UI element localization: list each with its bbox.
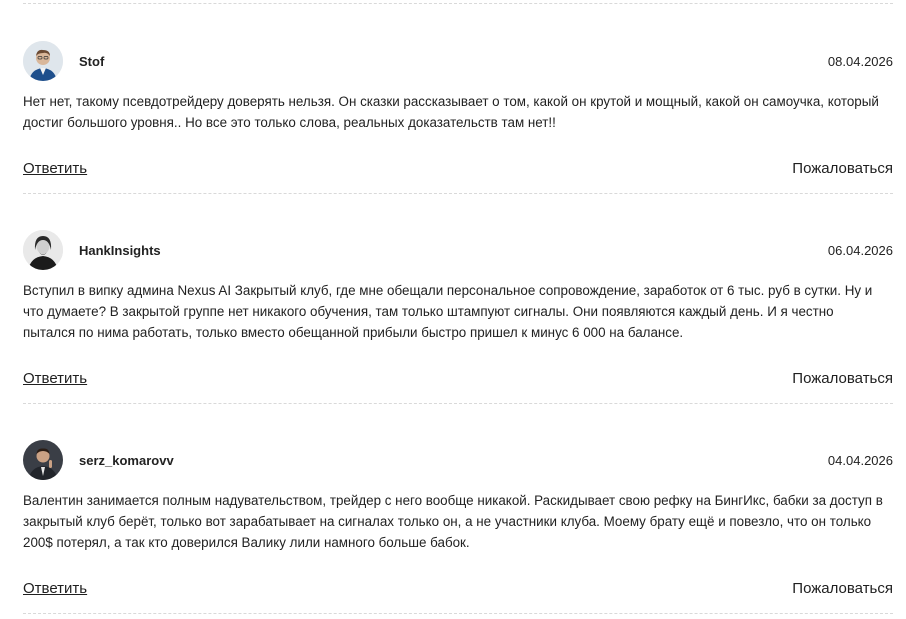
comment-actions xyxy=(23,158,893,178)
reply-button[interactable]: Ответить xyxy=(23,369,88,387)
comment-text: Валентин занимается полным надувательством, трейдер с него вообще никакой. Раскидывает свою рефку на БингИкс, бабки за доступ в закрытый клуб берёт, только вот зарабатывает на сигналах только он, а не участники клуба. Моему брату ещё и повезло, что он только 200$ потерял, а так кто доверился Валику лили намного больше бабок. xyxy=(23,493,883,550)
user-avatar-icon xyxy=(23,440,63,480)
comment-actions xyxy=(23,368,893,388)
user-avatar-icon xyxy=(23,230,63,270)
comment-text: Вступил в випку админа Nexus AI Закрытый клуб, где мне обещали персональное сопровождение, заработок от 6 тыс. руб в сутки. Ну и что думаете? В закрытой группе нет никакого обучения, там только штампуют сигналы. Они появляются каждый день. И я честно пытался по нима работать, только вместо обещанной прибыли быстро пришел к минус 6 000 на балансе. xyxy=(23,283,873,340)
report-button[interactable]: Пожаловаться xyxy=(792,579,893,597)
comment-item xyxy=(23,440,893,598)
divider xyxy=(23,613,893,614)
comment-header xyxy=(23,440,893,480)
comment-date: 04.04.2026 xyxy=(827,452,893,468)
comment-actions xyxy=(23,578,893,598)
divider xyxy=(23,3,893,4)
user-avatar-icon xyxy=(23,41,63,81)
comment-date: 08.04.2026 xyxy=(827,53,893,69)
reply-button[interactable]: Ответить xyxy=(23,159,88,177)
comment-author: serz_komarovv xyxy=(79,452,174,468)
comment-author: HankInsights xyxy=(79,242,161,258)
comment-header xyxy=(23,230,893,270)
avatar[interactable] xyxy=(23,41,63,81)
divider xyxy=(23,403,893,404)
avatar[interactable] xyxy=(23,230,63,270)
comment-item xyxy=(23,41,893,178)
reply-button[interactable]: Ответить xyxy=(23,579,88,597)
comment-header xyxy=(23,41,893,81)
divider xyxy=(23,193,893,194)
comment-author: Stof xyxy=(79,53,105,69)
comment-date: 06.04.2026 xyxy=(827,242,893,258)
comment-item xyxy=(23,230,893,388)
report-button[interactable]: Пожаловаться xyxy=(792,369,893,387)
report-button[interactable]: Пожаловаться xyxy=(792,159,893,177)
comment-text: Нет нет, такому псевдотрейдеру доверять нельзя. Он сказки рассказывает о том, какой он крутой и мощный, какой он самоучка, который достиг большого уровня.. Но все это только слова, реальных доказательств там нет!! xyxy=(23,94,879,130)
comments-list xyxy=(23,0,893,614)
avatar[interactable] xyxy=(23,440,63,480)
